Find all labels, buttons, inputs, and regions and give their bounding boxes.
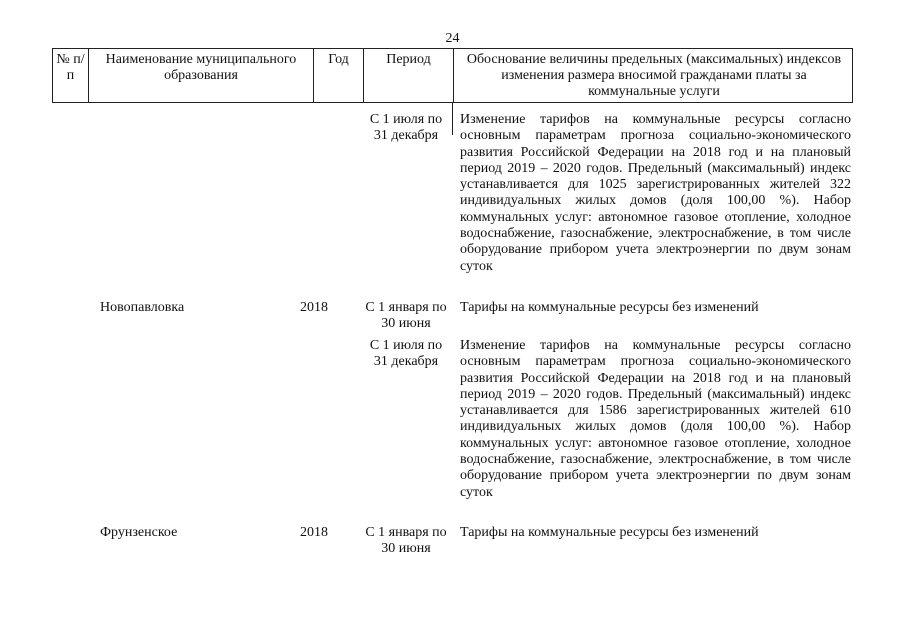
row-period: С 1 января по 30 июня [365,300,447,332]
row-municipality: Новопавловка [100,300,185,315]
row-year: 2018 [300,300,328,315]
page-number: 24 [445,31,460,46]
header-period: Период [363,49,453,102]
header-year: Год [313,49,363,102]
row-justification: Изменение тарифов на коммунальные ресурсы согласно основным параметрам прогноза социально-экономического развития Российской Федерации на 2018 год и на плановый период 2019 – 2020 годов. Предельный (максимальный) индекс устанавливается для 1586 зарегистрированных жителей 610 индивидуальных жилых домов (доля 100,00 %). Набор коммунальных услуг: автономное газовое отопление, холодное водоснабжение, газоснабжение, электроснабжение, в том числе оборудование прибором учета электроэнергии по двум зонам суток [460,338,851,500]
header-number: № п/п [56,52,85,83]
row-period: С 1 июля по 31 декабря [369,112,443,144]
column-divider [452,103,453,135]
row-period: С 1 июля по 31 декабря [369,338,443,370]
row-period: С 1 января по 30 июня [365,525,447,557]
row-year: 2018 [300,525,328,540]
table-header [52,48,853,103]
row-municipality: Фрунзенское [100,525,178,540]
row-justification: Тарифы на коммунальные ресурсы без изменений [460,300,759,315]
header-justification: Обоснование величины предельных (максимальных) индексов изменения размера вносимой гражданами платы за коммунальные услуги [453,49,854,102]
row-justification: Изменение тарифов на коммунальные ресурсы согласно основным параметрам прогноза социально-экономического развития Российской Федерации на 2018 год и на плановый период 2019 – 2020 годов. Предельный (максимальный) индекс устанавливается для 1025 зарегистрированных жителей 322 индивидуальных жилых домов (доля 100,00 %). Набор коммунальных услуг: автономное газовое отопление, холодное водоснабжение, газоснабжение, электроснабжение, в том числе оборудование прибором учета электроэнергии по двум зонам суток [460,112,851,274]
row-justification: Тарифы на коммунальные ресурсы без изменений [460,525,759,540]
header-municipality: Наименование муниципального образования [88,49,313,102]
